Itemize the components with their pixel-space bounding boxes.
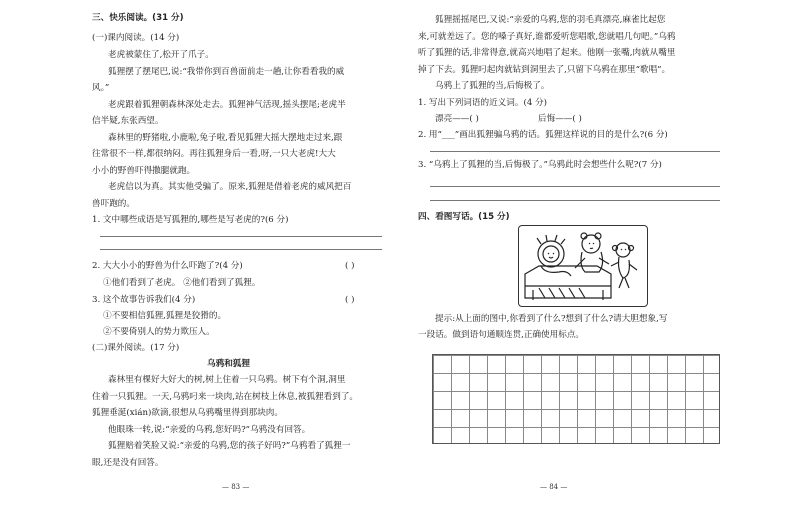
illustration-drawing <box>519 226 647 306</box>
picture-illustration <box>518 225 648 307</box>
story-cont-2: 乌鸦上了狐狸的当,后悔极了。 <box>435 81 550 91</box>
question-3-option-2: ②不要倚别人的势力欺压人。 <box>103 327 215 337</box>
answer-line[interactable] <box>430 186 720 187</box>
story-cont-1a: 狐狸摇摇尾巴,又说:“亲爱的乌鸦,您的羽毛真漂亮,麻雀比起您 <box>435 15 666 25</box>
right-question-3: 3. “乌鸦上了狐狸的当,后悔极了。”乌鸦此时会想些什么呢?(7 分) <box>418 160 662 170</box>
paragraph-2b: 风。” <box>92 83 110 93</box>
story-1b: 住着一只狐狸。一天,乌鸦叼来一块肉,站在树枝上休息,被狐狸看到了。 <box>92 392 359 402</box>
story-title: 乌鸦和狐狸 <box>207 359 250 369</box>
part1-title: (一)课内阅读。(14 分) <box>92 33 180 43</box>
question-2-options: ①他们看到了老虎。 ②他们看到了狐狸。 <box>103 278 261 288</box>
story-cont-1b: 来,可就差远了。您的嗓子真好,谁都爱听您唱歌,您就唱几句吧。”乌鸦 <box>418 32 676 42</box>
page-number: — 84 — <box>540 483 568 491</box>
paragraph-4c: 小小的野兽吓得撒腿就跑。 <box>92 166 196 176</box>
hint-a: 提示:从上面的图中,你看到了什么?想到了什么?请大胆想象,写 <box>435 314 668 324</box>
answer-paren[interactable]: ( ) <box>345 295 355 305</box>
section3-title: 三、快乐阅读。(31 分) <box>92 13 184 23</box>
paragraph-3b: 信半疑,东张西望。 <box>92 116 164 126</box>
part2-title: (二)课外阅读。(17 分) <box>92 343 180 353</box>
paragraph-3a: 老虎跟着狐狸朝森林深处走去。狐狸神气活现,摇头摆尾;老虎半 <box>108 100 346 110</box>
story-3b: 眼,还是没有回答。 <box>92 458 164 468</box>
question-2: 2. 大大小小的野兽为什么吓跑了?(4 分) <box>92 261 243 271</box>
section4-title: 四、看图写话。(15 分) <box>418 212 510 222</box>
paragraph-4b: 往常很不一样,都很纳闷。再往狐狸身后一看,呀,一只大老虎!大大 <box>92 149 336 159</box>
question-3-option-1: ①不要相信狐狸,狐狸是狡猾的。 <box>103 311 227 321</box>
right-question-2: 2. 用“___”画出狐狸骗乌鸦的话。狐狸这样说的目的是什么?(6 分) <box>418 130 668 140</box>
paragraph-5a: 老虎信以为真。其实他受骗了。原来,狐狸是借着老虎的威风把百 <box>108 182 352 192</box>
synonym-1[interactable]: 漂亮——( ) <box>435 114 479 124</box>
paragraph-1: 老虎被蒙住了,松开了爪子。 <box>108 50 214 60</box>
page-number: — 83 — <box>222 483 250 491</box>
story-3a: 狐狸赔着笑脸又说:“亲爱的乌鸦,您的孩子好吗?”乌鸦看了狐狸一 <box>108 441 351 451</box>
story-cont-1c: 听了狐狸的话,非常得意,就高兴地唱了起来。他刚一张嘴,肉就从嘴里 <box>418 48 676 58</box>
story-2: 他眼珠一转,说:“亲爱的乌鸦,您好吗?”乌鸦没有回答。 <box>108 425 311 435</box>
answer-line[interactable] <box>430 200 720 201</box>
paragraph-4a: 森林里的野猪啦,小鹿啦,兔子啦,看见狐狸大摇大摆地走过来,跟 <box>108 133 343 143</box>
answer-line[interactable] <box>100 249 382 250</box>
hint-b: 一段话。做到语句通顺连贯,正确使用标点。 <box>418 330 585 340</box>
story-1c: 狐狸垂涎(xián)欲滴,很想从乌鸦嘴里得到那块肉。 <box>92 408 283 418</box>
answer-line[interactable] <box>430 151 720 152</box>
story-1a: 森林里有棵好大好大的树,树上住着一只乌鸦。树下有个洞,洞里 <box>108 375 346 385</box>
question-3: 3. 这个故事告诉我们(4 分) <box>92 295 196 305</box>
answer-paren[interactable]: ( ) <box>345 261 355 271</box>
question-1: 1. 文中哪些成语是写狐狸的,哪些是写老虎的?(6 分) <box>92 215 289 225</box>
paragraph-2a: 狐狸摆了摆尾巴,说:“我带你到百兽面前走一趟,让你看看我的威 <box>108 67 345 77</box>
synonym-2[interactable]: 后悔——( ) <box>538 114 582 124</box>
answer-line[interactable] <box>100 236 382 237</box>
right-question-1: 1. 写出下列词语的近义词。(4 分) <box>418 98 547 108</box>
story-cont-1d: 掉了下去。狐狸叼起肉就钻到洞里去了,只留下乌鸦在那里“歌唱”。 <box>418 65 671 75</box>
writing-grid[interactable] <box>432 354 720 444</box>
paragraph-5b: 兽吓跑的。 <box>92 199 135 209</box>
